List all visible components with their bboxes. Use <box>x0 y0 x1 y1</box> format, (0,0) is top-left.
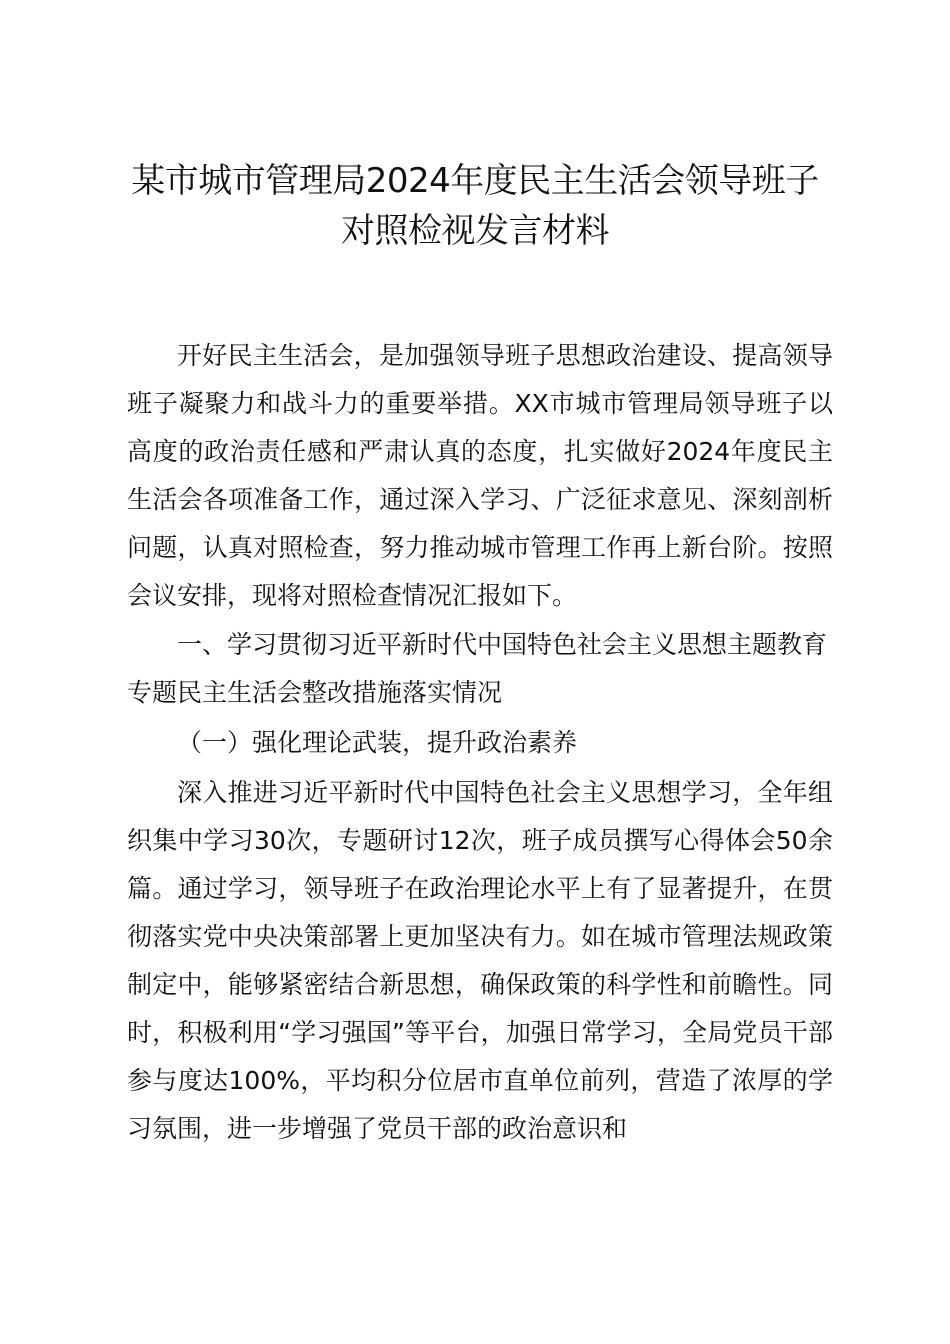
subsection-1-paragraph: 深入推进习近平新时代中国特色社会主义思想学习，全年组织集中学习30次，专题研讨12次，班子成员撰写心得体会50余篇。通过学习，领导班子在政治理论水平上有了显著提升，在贯彻落实党中央决策部署上更加坚决有力。如在城市管理法规政策制定中，能够紧密结合新思想，确保政策的科学性和前瞻性。同时，积极利用“学习强国”等平台，加强日常学习，全局党员干部参与度达100%，平均积分位居市直单位前列，营造了浓厚的学习氛围，进一步增强了党员干部的政治意识和 <box>127 778 833 1143</box>
section-1-heading: 一、学习贯彻习近平新时代中国特色社会主义思想主题教育专题民主生活会整改措施落实情况 <box>127 630 828 707</box>
document-body <box>127 332 833 1154</box>
subsection-1-heading: （一）强化理论武装，提升政治素养 <box>177 728 578 757</box>
intro-paragraph: 开好民主生活会，是加强领导班子思想政治建设、提高领导班子凝聚力和战斗力的重要举措。XX市城市管理局领导班子以高度的政治责任感和严肃认真的态度，扎实做好2024年度民主生活会各项准备工作，通过深入学习、广泛征求意见、深刻剖析问题，认真对照检查，努力推动城市管理工作再上新台阶。按照会议安排，现将对照检查情况汇报如下。 <box>127 341 833 610</box>
document-title: 某市城市管理局2024年度民主生活会领导班子对照检视发言材料 <box>131 161 819 251</box>
